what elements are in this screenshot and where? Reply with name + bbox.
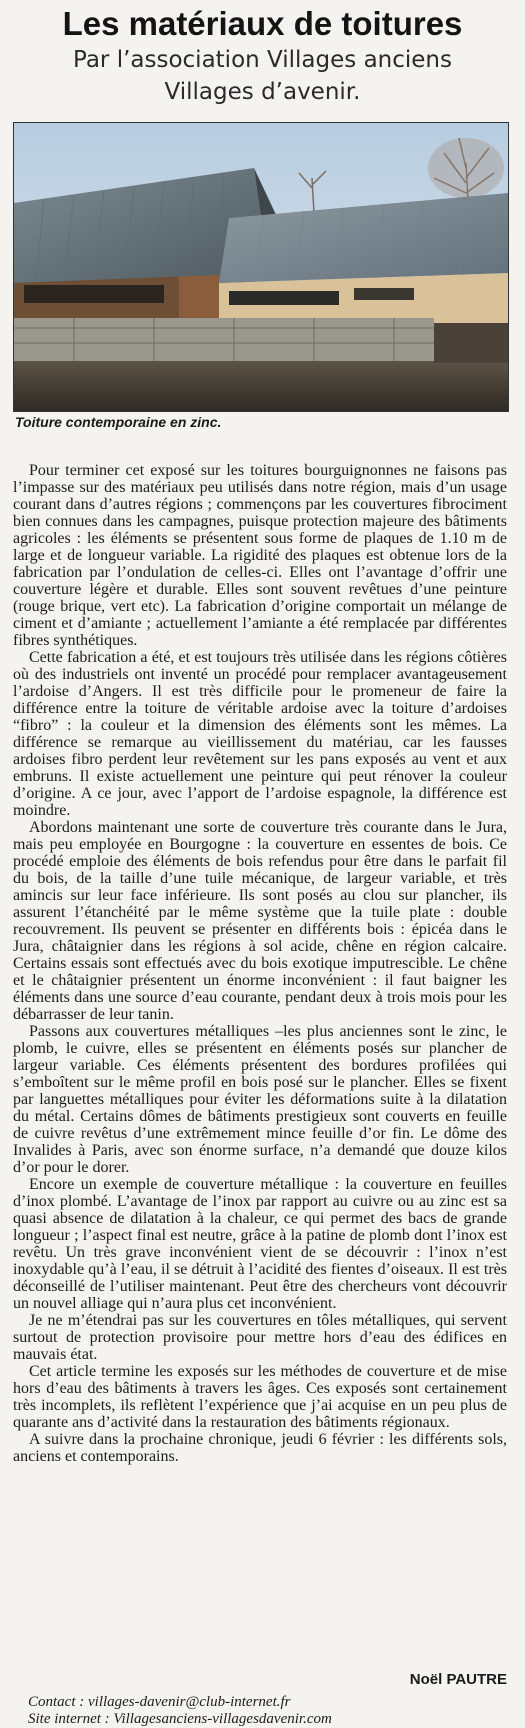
article-paragraph: Pour terminer cet exposé sur les toitures bourguignonnes ne faisons pas l’impasse sur des matériaux peu utilisés dans notre région, mais d’un usage courant dans d’autres régions ; commençons par les couvertures fibrociment bien connues dans les campagnes, puisque protection majeure des bâtiments agricoles : les éléments se présentent sous forme de plaques de 1.10 m de large et de longueur variable. La rigidité des plaques est obtenue lors de la fabrication par l’ondulation de celles-ci. Elles ont l’avantage d’offrir une couverture légère et durable. Elles sont souvent revêtues d’une peinture (rouge brique, vert etc). La fabrication d’origine comportait un mélange de ciment et d’amiante ; actuellement l’amiante a été remplacée par différentes fibres synthétiques. xyxy=(13,462,507,649)
article-subtitle xyxy=(0,44,525,108)
article-paragraph: Encore un exemple de couverture métallique : la couverture en feuilles d’inox plombé. L’avantage de l’inox par rapport au cuivre ou au zinc est sa quasi absence de dilatation à la chaleur, ce qui permet des bacs de grande longueur ; l’aspect final est neutre, grâce à la patine de plomb dont l’inox est revêtu. Un très grave inconvénient vient de se découvrir : l’inox n’est inoxydable qu’à l’eau, il se détruit à l’acidité des fientes d’oiseaux. Il est très déconseillé de l’utiliser maintenant. Peut être des chercheurs vont découvrir un nouvel alliage qui n’aura plus cet inconvénient. xyxy=(13,1176,507,1312)
subtitle-line: Villages d’avenir. xyxy=(164,79,361,105)
article-title: Les matériaux de toitures xyxy=(62,5,463,42)
subtitle-line: Par l’association Villages anciens xyxy=(73,47,452,73)
article-paragraph: Abordons maintenant une sorte de couverture très courante dans le Jura, mais peu employée en Bourgogne : la couverture en essentes de bois. Ce procédé emploie des éléments de bois refendus pour être dans le parfait fil du bois, de la taille d’une tuile mécanique, de largeur variable, et très amincis sur leur face inférieure. Ils sont posés au clou sur plancher, ils assurent l’étanchéité par le même système que la tuile plate : double recouvrement. Ils peuvent se présenter en différents bois : épicéa dans le Jura, châtaignier dans les régions à sol acide, chêne en région calcaire. Certains essais sont effectués avec du bois exotique imputrescible. Le chêne et le châtaignier présentent un énorme inconvénient : il faut baigner les éléments dans une source d’eau courante, pendant deux à trois mois pour les débarrasser de leur tanin. xyxy=(13,819,507,1023)
website-link: Site internet : Villagesanciens-villagesdavenir.com xyxy=(28,1711,332,1727)
photo-caption: Toiture contemporaine en zinc. xyxy=(15,414,222,430)
article-paragraph: Cette fabrication a été, et est toujours très utilisée dans les régions côtières où des industriels ont inventé un procédé pour remplacer avantageusement l’ardoise d’Angers. Il est très difficile pour le promeneur de faire la différence entre la toiture de véritable ardoise avec la toiture d’ardoises “fibro” : la couleur et la dimension des éléments sont les mêmes. La différence se remarque au vieillissement du matériau, car les fausses ardoises fibro perdent leur revêtement sur les pans exposés au vent et aux embruns. Il existe actuellement une peinture qui peut rénover la couleur d’origine. A ce jour, avec l’apport de l’ardoise espagnole, la différence est moindre. xyxy=(13,649,507,819)
article-paragraph: A suivre dans la prochaine chronique, jeudi 6 février : les différents sols, anciens et contemporains. xyxy=(13,1431,507,1465)
article-paragraph: Passons aux couvertures métalliques –les plus anciennes sont le zinc, le plomb, le cuivre, elles se présentent en éléments posés sur plancher de largeur variable. Ces éléments présentent des bordures profilées qui s’emboîtent sur le même profil en bois posé sur le plancher. Elles se fixent par languettes métalliques pour éviter les déformations suite à la dilatation du métal. Certains dômes de bâtiments prestigieux sont couverts en feuille de cuivre revêtus d’une extrêmement mince feuille d’or fin. Le dôme des Invalides à Paris, avec son énorme surface, n’a demandé que douze kilos d’or pour le dorer. xyxy=(13,1023,507,1176)
zinc-roof-photo xyxy=(13,122,509,412)
author-name: Noël PAUTRE xyxy=(409,1671,507,1688)
article-paragraph: Je ne m’étendrai pas sur les couvertures en tôles métalliques, qui servent surtout de protection provisoire pour mettre hors d’eau des édifices en mauvais état. xyxy=(13,1312,507,1363)
contact-email: Contact : villages-davenir@club-internet.fr xyxy=(28,1694,291,1710)
article-body xyxy=(13,462,507,1465)
article-paragraph: Cet article termine les exposés sur les méthodes de couverture et de mise hors d’eau des bâtiments à travers les âges. Ces exposés sont certainement très incomplets, ils reflètent l’expérience que j’ai acquise en un peu plus de quarante ans d’activité dans la restauration des bâtiments régionaux. xyxy=(13,1363,507,1431)
